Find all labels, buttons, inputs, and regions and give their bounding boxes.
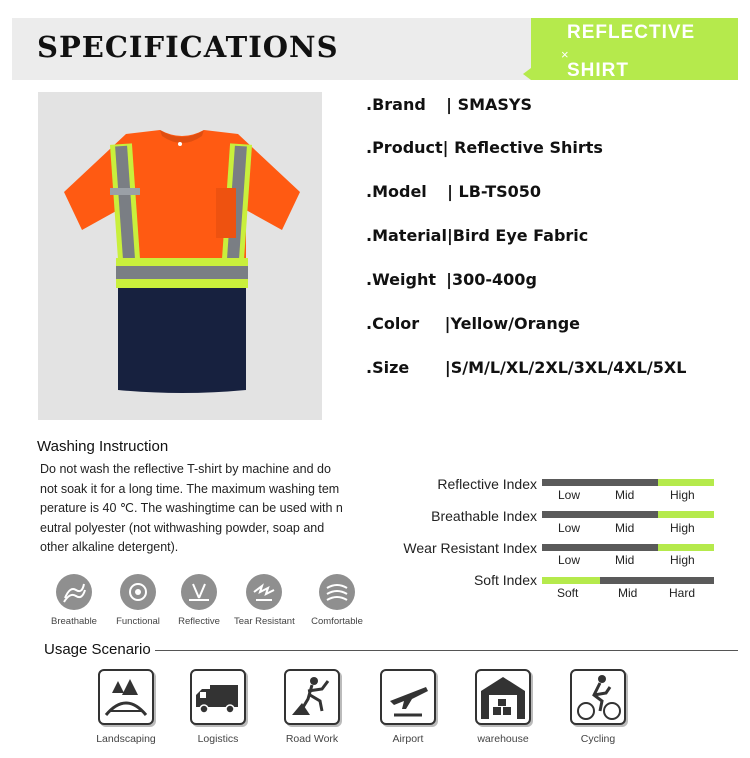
tag-line-2: SHIRT (567, 60, 629, 81)
index-bar-fill (658, 511, 714, 518)
washing-text (40, 460, 370, 558)
spec-brand: .Brand | SMASYS (366, 95, 533, 114)
index-tick: Mid (615, 488, 635, 502)
tag-line-1: REFLECTIVE (567, 22, 696, 43)
usage-title: Usage Scenario (44, 641, 155, 658)
usage-road-work (272, 669, 352, 745)
reflective-shirt-illustration (38, 92, 322, 420)
index-tick: Low (558, 488, 581, 502)
breathable-icon (56, 574, 92, 610)
spec-model: .Model | LB-TS050 (366, 182, 542, 201)
washing-line: not soak it for a long time. The maximum washing tem (40, 481, 340, 496)
index-tick: Mid (615, 553, 635, 567)
product-image (38, 92, 322, 420)
feature-label: Comfortable (311, 616, 363, 627)
usage-airport (368, 669, 448, 745)
index-tick: Soft (557, 586, 579, 600)
index-tick: High (670, 553, 695, 567)
road-work-icon (284, 669, 340, 725)
washing-title: Washing Instruction (37, 438, 169, 455)
usage-cycling (558, 669, 638, 745)
usage-label: Logistics (197, 733, 239, 745)
index-tick: High (670, 521, 695, 535)
usage-landscaping (86, 669, 166, 745)
index-bar-fill (542, 577, 600, 584)
usage-label: Cycling (580, 733, 616, 745)
index-label: Wear Resistant Index (403, 540, 537, 556)
index-bar-fill (658, 479, 714, 486)
usage-label: Airport (392, 733, 424, 745)
tag-separator: × (561, 47, 569, 62)
feature-label: Functional (116, 616, 160, 627)
index-tick: High (670, 488, 695, 502)
washing-line: eutral polyester (not withwashing powder, soap and (40, 520, 325, 535)
landscaping-icon (98, 669, 154, 725)
feature-label: Reflective (178, 616, 220, 627)
page-title: SPECIFICATIONS (37, 30, 339, 64)
reflective-icon (181, 574, 217, 610)
usage-logistics (178, 669, 258, 745)
usage-warehouse (463, 669, 543, 745)
spec-material: .Material|Bird Eye Fabric (366, 226, 589, 245)
spec-color: .Color |Yellow/Orange (366, 314, 581, 333)
feature-functional (108, 574, 168, 627)
tear-resistant-icon (246, 574, 282, 610)
index-bar-fill (658, 544, 714, 551)
feature-breathable (44, 574, 104, 627)
feature-label: Tear Resistant (234, 616, 295, 627)
usage-label: Road Work (285, 733, 339, 745)
cycling-icon (570, 669, 626, 725)
washing-line: Do not wash the reflective T-shirt by machine and do (40, 462, 331, 476)
washing-line: other alkaline detergent). (40, 540, 179, 554)
index-label: Reflective Index (437, 476, 537, 492)
index-tick: Low (558, 521, 581, 535)
index-tick: Hard (669, 586, 696, 600)
functional-icon (120, 574, 156, 610)
header-tag-notch (523, 68, 531, 80)
feature-label: Breathable (51, 616, 97, 627)
feature-reflective (169, 574, 229, 627)
airplane-icon (380, 669, 436, 725)
spec-weight: .Weight |300-400g (366, 270, 537, 289)
index-tick: Mid (615, 521, 635, 535)
index-tick: Mid (618, 586, 638, 600)
warehouse-icon (475, 669, 531, 725)
truck-icon (190, 669, 246, 725)
usage-label: Landscaping (96, 733, 156, 745)
index-label: Soft Index (473, 572, 537, 588)
spec-size: .Size |S/M/L/XL/2XL/3XL/4XL/5XL (366, 358, 687, 377)
usage-label: warehouse (477, 733, 529, 745)
washing-line: perature is 40 ℃. The washingtime can be used with n (40, 501, 343, 515)
feature-tear-resistant (234, 574, 294, 627)
index-label: Breathable Index (431, 508, 537, 524)
index-tick: Low (558, 553, 581, 567)
spec-product: .Product| Reflective Shirts (366, 138, 603, 157)
